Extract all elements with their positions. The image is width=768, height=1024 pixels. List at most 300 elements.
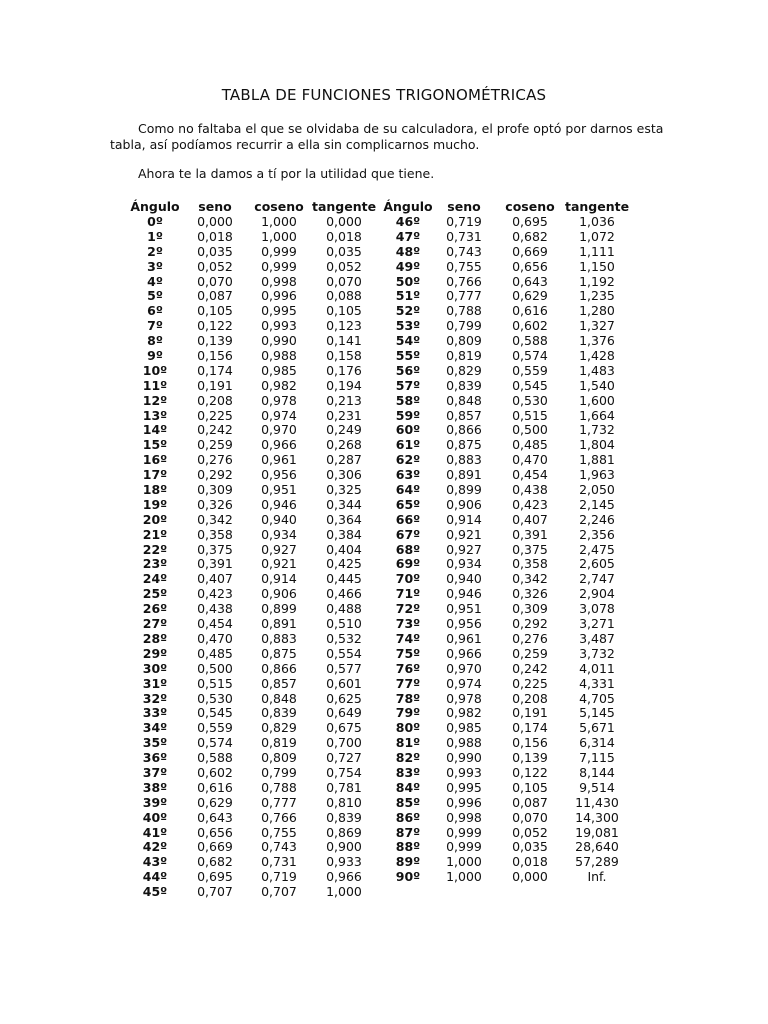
cosine-cell: 0,799 [261, 764, 297, 780]
sine-cell: 0,755 [446, 258, 482, 274]
table-row [383, 736, 629, 751]
cosine-cell: 0,990 [261, 333, 297, 349]
sine-cell: 0,485 [197, 645, 233, 661]
cosine-cell: 0,829 [261, 720, 297, 736]
angle-cell: 75º [395, 645, 421, 661]
tangent-cell: 0,194 [326, 377, 362, 393]
tangent-cell: 1,428 [579, 348, 615, 364]
sine-cell: 0,927 [446, 541, 482, 557]
tangent-cell: 0,158 [326, 348, 362, 364]
cosine-cell: 0,946 [261, 496, 297, 512]
tangent-cell: 1,540 [579, 377, 615, 393]
cosine-cell: 0,225 [512, 675, 548, 691]
tangent-cell: 0,123 [326, 318, 362, 334]
tangent-cell: 0,231 [326, 407, 362, 423]
table-row [126, 572, 376, 587]
angle-cell: 69º [395, 556, 421, 572]
sine-cell: 0,122 [197, 318, 233, 334]
angle-cell: 78º [395, 690, 421, 706]
table-row [126, 215, 376, 230]
table-left-body [126, 215, 376, 900]
cosine-cell: 0,956 [261, 467, 297, 483]
cosine-cell: 1,000 [261, 228, 297, 244]
table-row [126, 840, 376, 855]
angle-cell: 71º [395, 586, 421, 602]
tangent-cell: 1,963 [579, 467, 615, 483]
tangent-cell: 0,176 [326, 362, 362, 378]
table-row [126, 319, 376, 334]
tangent-cell: 1,732 [579, 422, 615, 438]
sine-cell: 0,848 [446, 392, 482, 408]
sine-cell: 0,515 [197, 675, 233, 691]
table-row [383, 528, 629, 543]
cosine-cell: 0,616 [512, 303, 548, 319]
table-row [126, 647, 376, 662]
cosine-cell: 0,682 [512, 228, 548, 244]
angle-cell: 73º [395, 616, 421, 632]
tangent-cell: 0,466 [326, 586, 362, 602]
cosine-cell: 0,391 [512, 526, 548, 542]
angle-cell: 24º [142, 571, 168, 587]
sine-cell: 0,695 [197, 869, 233, 885]
angle-cell: 36º [142, 750, 168, 766]
tangent-cell: 14,300 [575, 809, 619, 825]
angle-cell: 28º [142, 630, 168, 646]
tangent-cell: 1,881 [579, 452, 615, 468]
table-row [383, 245, 629, 260]
sine-cell: 0,996 [446, 794, 482, 810]
cosine-cell: 0,777 [261, 794, 297, 810]
tangent-cell: 0,070 [326, 273, 362, 289]
sine-cell: 0,819 [446, 348, 482, 364]
tangent-cell: 2,475 [579, 541, 615, 557]
table-row [126, 513, 376, 528]
sine-cell: 0,087 [197, 288, 233, 304]
sine-cell: 0,891 [446, 467, 482, 483]
cosine-cell: 0,743 [261, 839, 297, 855]
tangent-cell: 1,376 [579, 333, 615, 349]
cosine-cell: 0,695 [512, 214, 548, 229]
tangent-cell: 1,036 [579, 214, 615, 229]
sine-cell: 0,259 [197, 437, 233, 453]
cosine-cell: 0,122 [512, 764, 548, 780]
table-row [383, 840, 629, 855]
cosine-cell: 0,530 [512, 392, 548, 408]
tangent-cell: 0,213 [326, 392, 362, 408]
cosine-cell: 0,208 [512, 690, 548, 706]
angle-cell: 26º [142, 601, 168, 617]
cosine-cell: 0,191 [512, 705, 548, 721]
cosine-cell: 0,669 [512, 243, 548, 259]
cosine-cell: 0,342 [512, 571, 548, 587]
cosine-cell: 0,309 [512, 601, 548, 617]
table-row [126, 289, 376, 304]
cosine-cell: 0,875 [261, 645, 297, 661]
table-row [126, 453, 376, 468]
angle-cell: 54º [395, 333, 421, 349]
cosine-cell: 0,070 [512, 809, 548, 825]
angle-cell: 11º [142, 377, 168, 393]
angle-cell: 39º [142, 794, 168, 810]
table-row [383, 438, 629, 453]
sine-cell: 0,839 [446, 377, 482, 393]
cosine-cell: 0,174 [512, 720, 548, 736]
tangent-cell: 0,306 [326, 467, 362, 483]
sine-cell: 0,866 [446, 422, 482, 438]
cosine-cell: 0,052 [512, 824, 548, 840]
angle-cell: 45º [142, 884, 168, 900]
cosine-cell: 0,470 [512, 452, 548, 468]
tangent-cell: 0,344 [326, 496, 362, 512]
table-row [126, 602, 376, 617]
angle-cell: 41º [142, 824, 168, 840]
cosine-cell: 0,970 [261, 422, 297, 438]
cosine-cell: 0,848 [261, 690, 297, 706]
angle-cell: 76º [395, 660, 421, 676]
sine-cell: 0,225 [197, 407, 233, 423]
sine-cell: 0,616 [197, 779, 233, 795]
tangent-cell: 0,900 [326, 839, 362, 855]
tangent-cell: 0,052 [326, 258, 362, 274]
sine-cell: 0,208 [197, 392, 233, 408]
angle-cell: 5º [147, 288, 163, 304]
table-row [383, 721, 629, 736]
tangent-cell: 0,105 [326, 303, 362, 319]
sine-cell: 0,743 [446, 243, 482, 259]
sine-cell: 0,970 [446, 660, 482, 676]
table-row [126, 260, 376, 275]
sine-cell: 0,999 [446, 824, 482, 840]
table-row [126, 721, 376, 736]
cosine-cell: 0,707 [261, 884, 297, 900]
sine-cell: 0,829 [446, 362, 482, 378]
cosine-cell: 0,559 [512, 362, 548, 378]
table-right-body [383, 215, 629, 885]
angle-cell: 21º [142, 526, 168, 542]
sine-cell: 0,707 [197, 884, 233, 900]
table-row [126, 304, 376, 319]
table-row [126, 438, 376, 453]
cosine-cell: 0,891 [261, 616, 297, 632]
cosine-cell: 0,982 [261, 377, 297, 393]
table-row [383, 513, 629, 528]
tangent-cell: 0,754 [326, 764, 362, 780]
sine-cell: 0,719 [446, 214, 482, 229]
sine-cell: 0,788 [446, 303, 482, 319]
cosine-cell: 0,000 [512, 869, 548, 885]
angle-cell: 57º [395, 377, 421, 393]
cosine-cell: 0,656 [512, 258, 548, 274]
cosine-cell: 0,927 [261, 541, 297, 557]
tangent-cell: 0,675 [326, 720, 362, 736]
table-row [383, 870, 629, 885]
sine-cell: 0,956 [446, 616, 482, 632]
angle-cell: 90º [395, 869, 421, 885]
sine-cell: 0,766 [446, 273, 482, 289]
tangent-cell: 2,050 [579, 482, 615, 498]
sine-cell: 0,906 [446, 496, 482, 512]
tangent-cell: 0,532 [326, 630, 362, 646]
cosine-cell: 0,996 [261, 288, 297, 304]
cosine-cell: 0,276 [512, 630, 548, 646]
sine-cell: 0,500 [197, 660, 233, 676]
cosine-cell: 0,087 [512, 794, 548, 810]
angle-cell: 58º [395, 392, 421, 408]
sine-cell: 0,682 [197, 854, 233, 870]
sine-cell: 0,777 [446, 288, 482, 304]
angle-cell: 66º [395, 511, 421, 527]
intro-text: Como no faltaba el que se olvidaba de su calculadora, el profe optó por darnos esta tabla, así podíamos recurrir a ella sin complicarnos mucho. [110, 121, 664, 152]
tangent-cell: 4,331 [579, 675, 615, 691]
tangent-cell: 1,072 [579, 228, 615, 244]
table-row [383, 587, 629, 602]
table-row [383, 543, 629, 558]
tangent-cell: Inf. [587, 869, 607, 885]
sine-cell: 0,643 [197, 809, 233, 825]
tangent-cell: 0,601 [326, 675, 362, 691]
angle-cell: 8º [147, 333, 163, 349]
sine-cell: 0,156 [197, 348, 233, 364]
cosine-cell: 0,906 [261, 586, 297, 602]
tangent-cell: 0,781 [326, 779, 362, 795]
sine-cell: 0,731 [446, 228, 482, 244]
sine-cell: 0,982 [446, 705, 482, 721]
cosine-cell: 0,966 [261, 437, 297, 453]
sine-cell: 0,174 [197, 362, 233, 378]
table-row [383, 453, 629, 468]
angle-cell: 63º [395, 467, 421, 483]
tangent-cell: 4,011 [579, 660, 615, 676]
table-row [126, 394, 376, 409]
cosine-cell: 0,974 [261, 407, 297, 423]
angle-cell: 52º [395, 303, 421, 319]
header-tangent: tangente [565, 199, 630, 214]
sine-cell: 0,990 [446, 750, 482, 766]
sine-cell: 0,875 [446, 437, 482, 453]
cosine-cell: 0,934 [261, 526, 297, 542]
tangent-cell: 0,364 [326, 511, 362, 527]
table-row [383, 423, 629, 438]
angle-cell: 30º [142, 660, 168, 676]
tangent-cell: 2,605 [579, 556, 615, 572]
cosine-cell: 0,998 [261, 273, 297, 289]
angle-cell: 2º [147, 243, 163, 259]
header-angle: Ángulo [383, 199, 433, 214]
angle-cell: 37º [142, 764, 168, 780]
table-row [383, 230, 629, 245]
tangent-cell: 0,141 [326, 333, 362, 349]
table-row [383, 289, 629, 304]
sine-cell: 0,438 [197, 601, 233, 617]
tangent-cell: 11,430 [575, 794, 619, 810]
angle-cell: 31º [142, 675, 168, 691]
angle-cell: 80º [395, 720, 421, 736]
cosine-cell: 0,326 [512, 586, 548, 602]
table-row [383, 275, 629, 290]
cosine-cell: 0,883 [261, 630, 297, 646]
cosine-cell: 0,819 [261, 735, 297, 751]
table-row [383, 692, 629, 707]
sine-cell: 0,857 [446, 407, 482, 423]
angle-cell: 27º [142, 616, 168, 632]
sine-cell: 0,978 [446, 690, 482, 706]
angle-cell: 74º [395, 630, 421, 646]
sine-cell: 0,530 [197, 690, 233, 706]
cosine-cell: 0,999 [261, 243, 297, 259]
sine-cell: 0,999 [446, 839, 482, 855]
sine-cell: 0,326 [197, 496, 233, 512]
angle-cell: 83º [395, 764, 421, 780]
angle-cell: 13º [142, 407, 168, 423]
cosine-cell: 0,961 [261, 452, 297, 468]
tangent-cell: 1,804 [579, 437, 615, 453]
angle-cell: 35º [142, 735, 168, 751]
table-row [383, 364, 629, 379]
angle-cell: 84º [395, 779, 421, 795]
cosine-cell: 0,602 [512, 318, 548, 334]
sine-cell: 0,951 [446, 601, 482, 617]
table-row [126, 855, 376, 870]
angle-cell: 77º [395, 675, 421, 691]
angle-cell: 46º [395, 214, 421, 229]
tangent-cell: 0,869 [326, 824, 362, 840]
angle-cell: 49º [395, 258, 421, 274]
angle-cell: 4º [147, 273, 163, 289]
angle-cell: 70º [395, 571, 421, 587]
sine-cell: 0,454 [197, 616, 233, 632]
table-row [126, 677, 376, 692]
sine-cell: 0,242 [197, 422, 233, 438]
tangent-cell: 0,425 [326, 556, 362, 572]
tangent-cell: 1,235 [579, 288, 615, 304]
sine-cell: 0,342 [197, 511, 233, 527]
table-row [126, 468, 376, 483]
tangent-cell: 28,640 [575, 839, 619, 855]
sine-cell: 0,914 [446, 511, 482, 527]
angle-cell: 12º [142, 392, 168, 408]
sine-cell: 0,934 [446, 556, 482, 572]
sine-cell: 0,985 [446, 720, 482, 736]
angle-cell: 72º [395, 601, 421, 617]
tangent-cell: 0,249 [326, 422, 362, 438]
sine-cell: 0,656 [197, 824, 233, 840]
angle-cell: 34º [142, 720, 168, 736]
angle-cell: 47º [395, 228, 421, 244]
table-row [126, 587, 376, 602]
table-row [383, 826, 629, 841]
sine-cell: 0,961 [446, 630, 482, 646]
angle-cell: 14º [142, 422, 168, 438]
angle-cell: 9º [147, 348, 163, 364]
table-row [126, 885, 376, 900]
cosine-cell: 0,574 [512, 348, 548, 364]
angle-cell: 10º [142, 362, 168, 378]
table-row [383, 796, 629, 811]
sine-cell: 0,105 [197, 303, 233, 319]
tangent-cell: 1,483 [579, 362, 615, 378]
tangent-cell: 0,966 [326, 869, 362, 885]
tangent-cell: 0,445 [326, 571, 362, 587]
angle-cell: 59º [395, 407, 421, 423]
sine-cell: 0,358 [197, 526, 233, 542]
sine-cell: 0,974 [446, 675, 482, 691]
angle-cell: 38º [142, 779, 168, 795]
angle-cell: 17º [142, 467, 168, 483]
cosine-cell: 0,588 [512, 333, 548, 349]
angle-cell: 15º [142, 437, 168, 453]
angle-cell: 3º [147, 258, 163, 274]
table-row [383, 394, 629, 409]
angle-cell: 22º [142, 541, 168, 557]
sine-cell: 0,276 [197, 452, 233, 468]
table-row [126, 796, 376, 811]
cosine-cell: 0,978 [261, 392, 297, 408]
table-row [126, 379, 376, 394]
cosine-cell: 0,139 [512, 750, 548, 766]
sine-cell: 0,966 [446, 645, 482, 661]
sine-cell: 0,191 [197, 377, 233, 393]
tangent-cell: 0,577 [326, 660, 362, 676]
tangent-cell: 5,671 [579, 720, 615, 736]
cosine-cell: 0,857 [261, 675, 297, 691]
cosine-cell: 0,999 [261, 258, 297, 274]
tangent-cell: 19,081 [575, 824, 619, 840]
angle-cell: 86º [395, 809, 421, 825]
cosine-cell: 0,454 [512, 467, 548, 483]
table-row [383, 632, 629, 647]
table-row [126, 557, 376, 572]
cosine-cell: 0,839 [261, 705, 297, 721]
sine-cell: 0,391 [197, 556, 233, 572]
sine-cell: 0,629 [197, 794, 233, 810]
sine-cell: 0,993 [446, 764, 482, 780]
cosine-cell: 0,292 [512, 616, 548, 632]
angle-cell: 18º [142, 482, 168, 498]
sine-cell: 0,070 [197, 273, 233, 289]
tangent-cell: 0,700 [326, 735, 362, 751]
cosine-cell: 0,156 [512, 735, 548, 751]
cosine-cell: 0,105 [512, 779, 548, 795]
sine-cell: 0,139 [197, 333, 233, 349]
sine-cell: 0,602 [197, 764, 233, 780]
sine-cell: 0,309 [197, 482, 233, 498]
tangent-cell: 2,145 [579, 496, 615, 512]
tangent-cell: 3,732 [579, 645, 615, 661]
sine-cell: 0,940 [446, 571, 482, 587]
tangent-cell: 0,625 [326, 690, 362, 706]
table-row [383, 617, 629, 632]
sine-cell: 0,000 [197, 214, 233, 229]
header-angle: Ángulo [130, 199, 180, 214]
cosine-cell: 0,500 [512, 422, 548, 438]
sine-cell: 0,545 [197, 705, 233, 721]
cosine-cell: 0,719 [261, 869, 297, 885]
cosine-cell: 0,629 [512, 288, 548, 304]
cosine-cell: 0,755 [261, 824, 297, 840]
cosine-cell: 0,866 [261, 660, 297, 676]
table-row [383, 468, 629, 483]
cosine-cell: 0,545 [512, 377, 548, 393]
table-row [126, 245, 376, 260]
sine-cell: 0,899 [446, 482, 482, 498]
table-row [126, 334, 376, 349]
angle-cell: 44º [142, 869, 168, 885]
table-row [383, 379, 629, 394]
angle-cell: 32º [142, 690, 168, 706]
tangent-cell: 2,356 [579, 526, 615, 542]
sine-cell: 0,883 [446, 452, 482, 468]
table-row [383, 677, 629, 692]
